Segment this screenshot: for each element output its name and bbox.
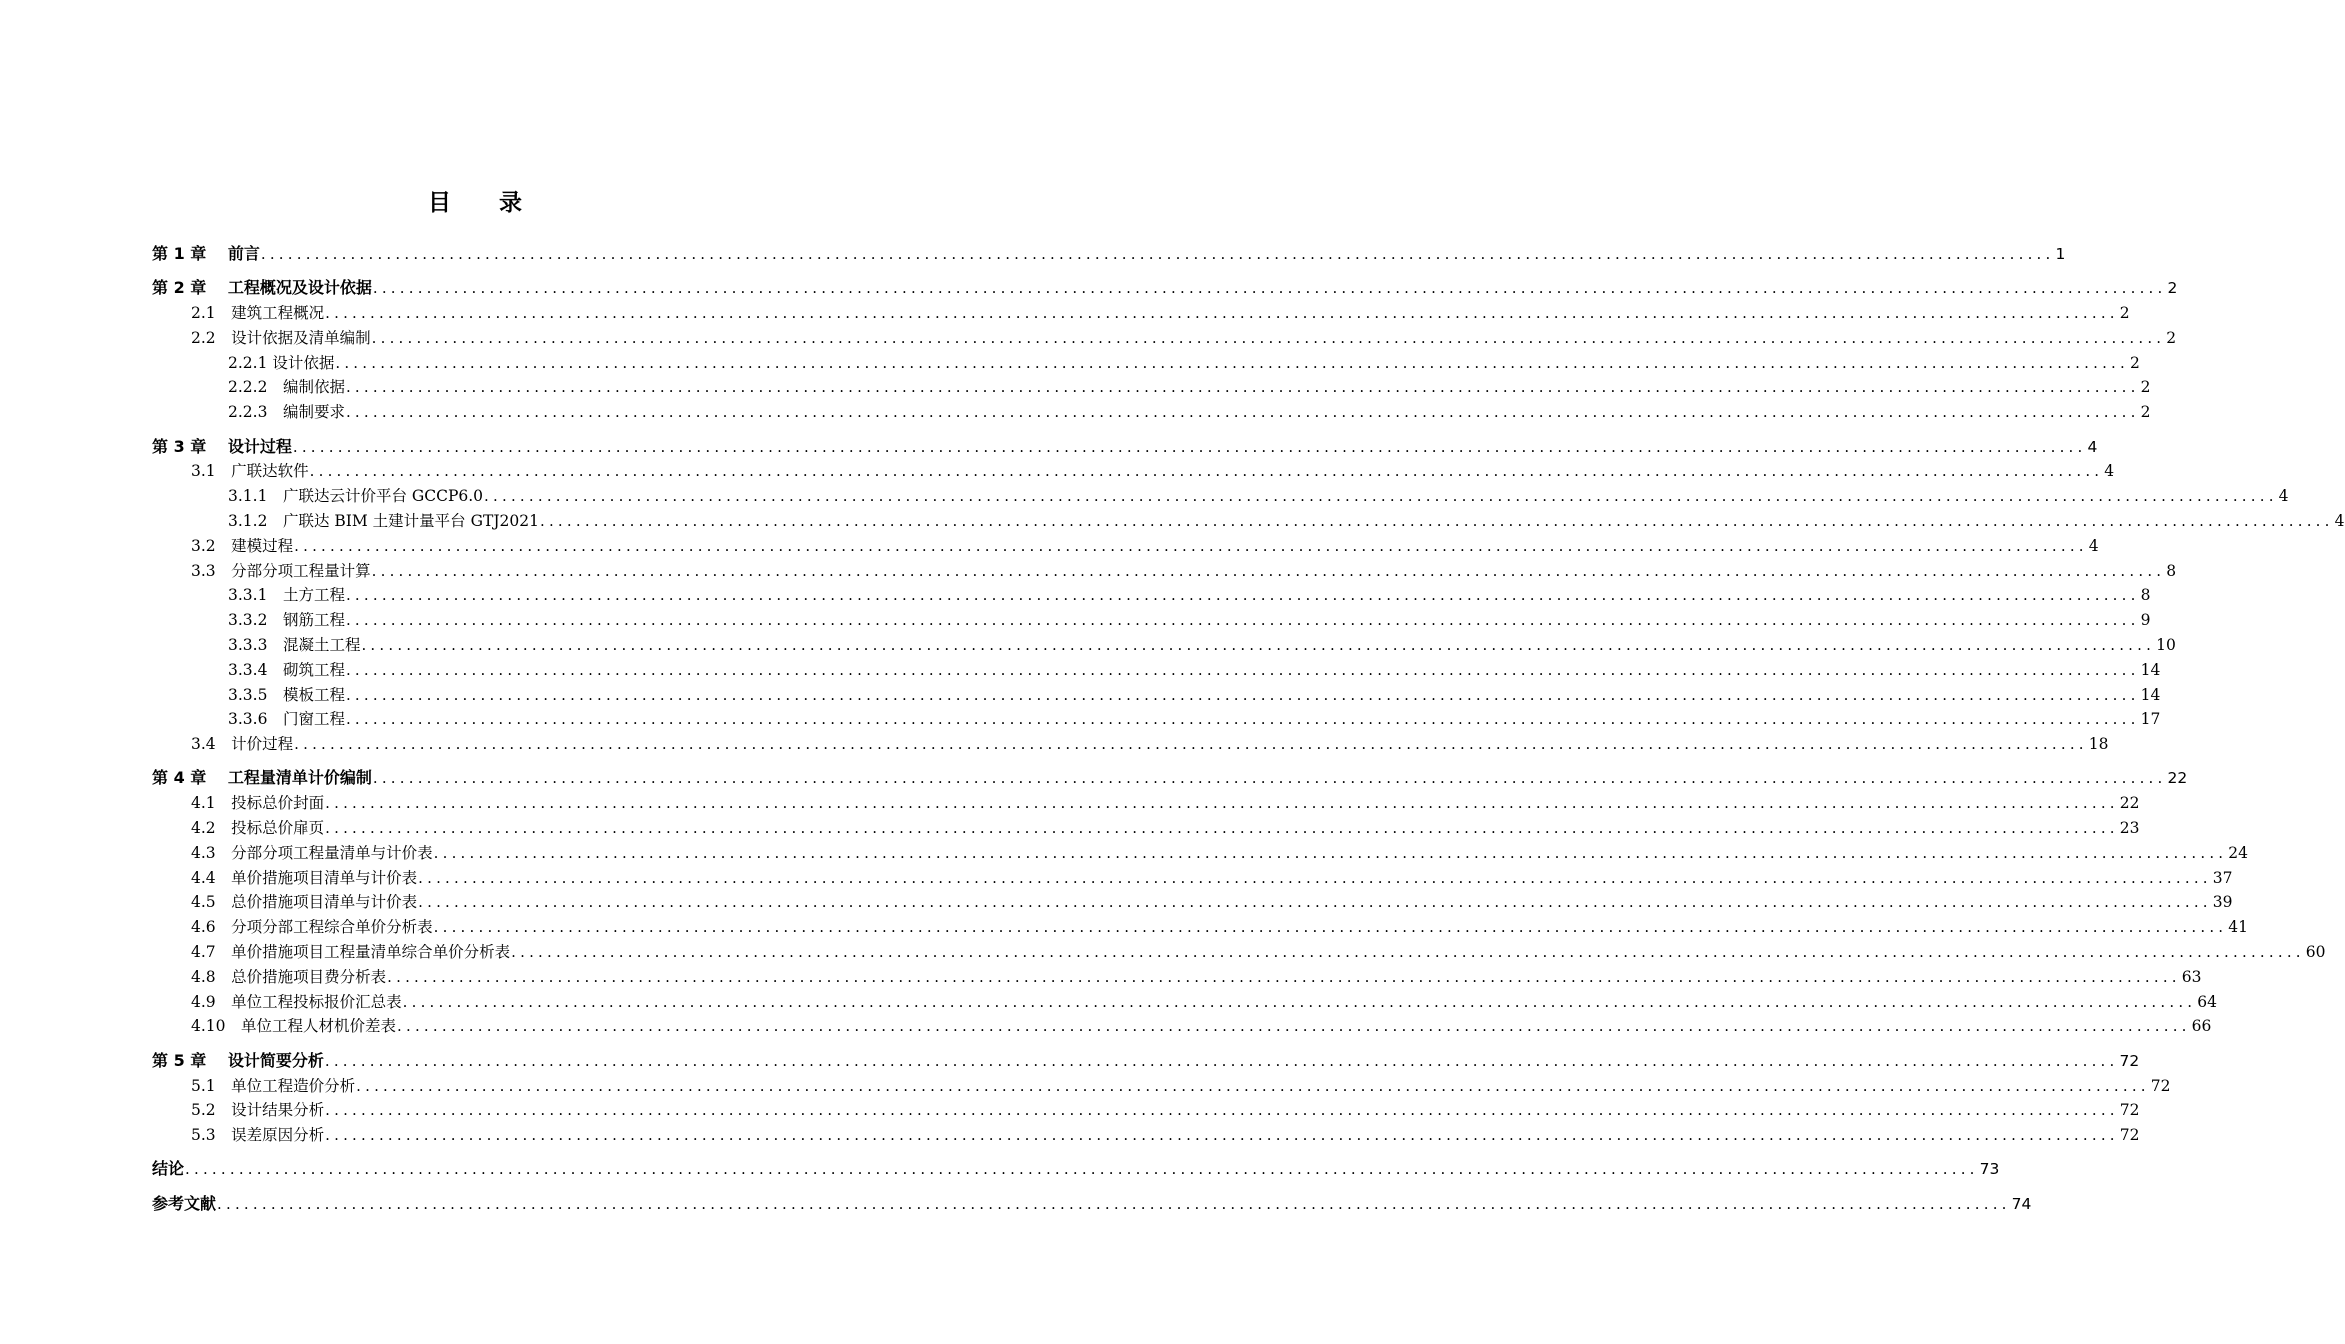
- toc-dot-leader: ........................................................................................................................................................................................................: [372, 769, 2167, 788]
- toc-chapter-entry[interactable]: [152, 1192, 2032, 1217]
- toc-entry-label: 4.8 总价措施项目费分析表: [191, 967, 387, 986]
- toc-dot-leader: ........................................................................................................................................................................................................: [345, 378, 2140, 397]
- toc-entry-label: 2.2.2 编制依据: [228, 378, 345, 397]
- toc-dot-leader: ........................................................................................................................................................................................................: [484, 487, 2278, 506]
- toc-dot-leader: ........................................................................................................................................................................................................: [294, 536, 2088, 555]
- toc-page-number: 9: [2140, 611, 2151, 630]
- toc-dot-leader: ........................................................................................................................................................................................................: [325, 304, 2119, 323]
- toc-page-number: 2: [2166, 328, 2177, 347]
- toc-page-number: 72: [2119, 1051, 2140, 1070]
- toc-subsection-entry[interactable]: [152, 400, 2151, 425]
- toc-dot-leader: ........................................................................................................................................................................................................: [433, 918, 2228, 937]
- toc-dot-leader: ........................................................................................................................................................................................................: [185, 1160, 1979, 1179]
- toc-entry-label: 参考文献: [152, 1193, 217, 1213]
- toc-chapter-entry[interactable]: [152, 276, 2178, 301]
- toc-section-entry[interactable]: [152, 816, 2140, 841]
- toc-section-entry[interactable]: [152, 1098, 2140, 1123]
- toc-section-entry[interactable]: [152, 990, 2218, 1015]
- toc-entry-label: 3.3.2 钢筋工程: [228, 611, 345, 630]
- toc-page-number: 22: [2167, 769, 2188, 788]
- toc-section-entry[interactable]: [152, 1014, 2212, 1039]
- toc-dot-leader: ........................................................................................................................................................................................................: [371, 328, 2166, 347]
- toc-dot-leader: ........................................................................................................................................................................................................: [325, 819, 2119, 838]
- toc-dot-leader: ........................................................................................................................................................................................................: [387, 967, 2181, 986]
- toc-dot-leader: ........................................................................................................................................................................................................: [292, 437, 2087, 456]
- toc-entry-label: 3.3.3 混凝土工程: [228, 635, 361, 654]
- toc-section-entry[interactable]: [152, 534, 2099, 559]
- toc-dot-leader: ........................................................................................................................................................................................................: [325, 1126, 2119, 1145]
- toc-page-number: 41: [2228, 918, 2249, 937]
- toc-subsection-entry[interactable]: [152, 583, 2151, 608]
- toc-subsection-entry[interactable]: [152, 351, 2140, 376]
- toc-entry-label: 4.4 单价措施项目清单与计价表: [191, 868, 418, 887]
- toc-entry-label: 3.3.4 砌筑工程: [228, 660, 345, 679]
- toc-entry-label: 3.1.1 广联达云计价平台 GCCP6.0: [228, 487, 484, 506]
- toc-page-number: 2: [2167, 279, 2178, 298]
- toc-subsection-entry[interactable]: [152, 633, 2176, 658]
- toc-dot-leader: ........................................................................................................................................................................................................: [402, 992, 2197, 1011]
- toc-chapter-entry[interactable]: [152, 1157, 2000, 1182]
- toc-section-entry[interactable]: [152, 559, 2177, 584]
- toc-entry-label: 5.3 误差原因分析: [191, 1126, 325, 1145]
- toc-dot-leader: ........................................................................................................................................................................................................: [356, 1076, 2150, 1095]
- toc-page-number: 72: [2150, 1076, 2171, 1095]
- toc-section-entry[interactable]: [152, 965, 2202, 990]
- toc-page-number: 18: [2088, 735, 2109, 754]
- toc-entry-label: 2.2.1 设计依据: [228, 353, 335, 372]
- toc-dot-leader: ........................................................................................................................................................................................................: [361, 635, 2156, 654]
- toc-page-number: 24: [2228, 843, 2249, 862]
- toc-section-entry[interactable]: [152, 1123, 2140, 1148]
- toc-section-entry[interactable]: [152, 459, 2115, 484]
- toc-page-number: 74: [2011, 1194, 2032, 1213]
- toc-dot-leader: ........................................................................................................................................................................................................: [325, 1101, 2119, 1120]
- toc-entry-label: 第 3 章 设计过程: [152, 436, 292, 456]
- toc-entry-label: 3.1 广联达软件: [191, 462, 309, 481]
- toc-page-number: 14: [2140, 660, 2161, 679]
- toc-dot-leader: ........................................................................................................................................................................................................: [372, 279, 2167, 298]
- toc-dot-leader: ........................................................................................................................................................................................................: [418, 868, 2212, 887]
- toc-page-number: 17: [2140, 710, 2161, 729]
- toc-subsection-entry[interactable]: [152, 509, 2345, 534]
- toc-section-entry[interactable]: [152, 301, 2130, 326]
- toc-page-number: 39: [2212, 893, 2233, 912]
- toc-entry-label: 4.1 投标总价封面: [191, 794, 325, 813]
- toc-section-entry[interactable]: [152, 866, 2233, 891]
- toc-page-number: 4: [2334, 511, 2345, 530]
- toc-page-number: 4: [2104, 462, 2115, 481]
- toc-dot-leader: ........................................................................................................................................................................................................: [345, 660, 2140, 679]
- toc-page-number: 4: [2088, 536, 2099, 555]
- toc-page-number: 14: [2140, 685, 2161, 704]
- toc-dot-leader: ........................................................................................................................................................................................................: [371, 561, 2166, 580]
- toc-page-number: 2: [2140, 403, 2151, 422]
- toc-entry-label: 结论: [152, 1159, 185, 1179]
- toc-page-number: 8: [2166, 561, 2177, 580]
- toc-page-number: 10: [2156, 635, 2176, 654]
- toc-chapter-entry[interactable]: [152, 435, 2098, 460]
- toc-entry-label: 2.2 设计依据及清单编制: [191, 328, 371, 347]
- toc-dot-leader: ........................................................................................................................................................................................................: [397, 1017, 2191, 1036]
- toc-entry-label: 5.2 设计结果分析: [191, 1101, 325, 1120]
- toc-title: 目 录: [427, 189, 542, 216]
- toc-entry-label: 第 1 章 前言: [152, 244, 260, 263]
- toc-section-entry[interactable]: [152, 890, 2233, 915]
- toc-entry-label: 第 5 章 设计简要分析: [152, 1050, 324, 1070]
- toc-page-number: 63: [2181, 967, 2202, 986]
- toc-entry-label: 4.6 分项分部工程综合单价分析表: [191, 918, 433, 937]
- toc-section-entry[interactable]: [152, 940, 2326, 965]
- toc-subsection-entry[interactable]: [152, 658, 2161, 683]
- toc-section-entry[interactable]: [152, 326, 2177, 351]
- toc-dot-leader: ........................................................................................................................................................................................................: [540, 511, 2334, 530]
- toc-dot-leader: ........................................................................................................................................................................................................: [309, 462, 2104, 481]
- toc-page-number: 8: [2140, 586, 2151, 605]
- toc-dot-leader: ........................................................................................................................................................................................................: [217, 1194, 2011, 1213]
- toc-entry-label: 3.2 建模过程: [191, 536, 294, 555]
- toc-page-number: 4: [2087, 437, 2098, 456]
- toc-section-entry[interactable]: [152, 791, 2140, 816]
- toc-subsection-entry[interactable]: [152, 683, 2161, 708]
- toc-dot-leader: ........................................................................................................................................................................................................: [345, 710, 2140, 729]
- toc-entry-label: 2.1 建筑工程概况: [191, 304, 325, 323]
- toc-entry-label: 5.1 单位工程造价分析: [191, 1076, 356, 1095]
- toc-dot-leader: ........................................................................................................................................................................................................: [335, 353, 2129, 372]
- toc-section-entry[interactable]: [152, 1074, 2171, 1099]
- toc-dot-leader: ........................................................................................................................................................................................................: [294, 735, 2088, 754]
- toc-entry-label: 4.7 单价措施项目工程量清单综合单价分析表: [191, 943, 511, 962]
- toc-chapter-entry[interactable]: [152, 242, 2066, 267]
- toc-section-entry[interactable]: [152, 915, 2249, 940]
- table-of-contents: [152, 242, 2345, 1216]
- toc-subsection-entry[interactable]: [152, 707, 2161, 732]
- toc-entry-label: 4.3 分部分项工程量清单与计价表: [191, 843, 433, 862]
- toc-page-number: 2: [2130, 353, 2140, 372]
- toc-entry-label: 3.3.6 门窗工程: [228, 710, 345, 729]
- toc-dot-leader: ........................................................................................................................................................................................................: [260, 245, 2055, 263]
- toc-chapter-entry[interactable]: [152, 1049, 2140, 1074]
- toc-page-number: 66: [2191, 1017, 2212, 1036]
- toc-entry-label: 4.5 总价措施项目清单与计价表: [191, 893, 418, 912]
- toc-entry-label: 2.2.3 编制要求: [228, 403, 345, 422]
- toc-page-number: 2: [2140, 378, 2151, 397]
- toc-entry-label: 4.9 单位工程投标报价汇总表: [191, 992, 402, 1011]
- toc-dot-leader: ........................................................................................................................................................................................................: [325, 794, 2119, 813]
- toc-page-number: 1: [2055, 245, 2066, 263]
- toc-page-number: 23: [2119, 819, 2140, 838]
- toc-subsection-entry[interactable]: [152, 484, 2289, 509]
- toc-entry-label: 第 4 章 工程量清单计价编制: [152, 768, 372, 788]
- toc-entry-label: 3.3 分部分项工程量计算: [191, 561, 371, 580]
- toc-dot-leader: ........................................................................................................................................................................................................: [345, 586, 2140, 605]
- toc-dot-leader: ........................................................................................................................................................................................................: [345, 611, 2140, 630]
- toc-chapter-entry[interactable]: [152, 766, 2188, 791]
- toc-dot-leader: ........................................................................................................................................................................................................: [345, 403, 2140, 422]
- toc-page-number: 2: [2119, 304, 2130, 323]
- toc-section-entry[interactable]: [152, 732, 2109, 757]
- toc-page-number: 72: [2119, 1126, 2140, 1145]
- toc-entry-label: 3.1.2 广联达 BIM 土建计量平台 GTJ2021: [228, 511, 539, 530]
- toc-entry-label: 3.3.5 模板工程: [228, 685, 345, 704]
- toc-dot-leader: ........................................................................................................................................................................................................: [324, 1051, 2119, 1070]
- toc-page-number: 37: [2212, 868, 2233, 887]
- toc-page-number: 73: [1979, 1160, 2000, 1179]
- toc-entry-label: 第 2 章 工程概况及设计依据: [152, 278, 372, 298]
- toc-entry-label: 4.10 单位工程人材机价差表: [191, 1017, 397, 1036]
- toc-dot-leader: ........................................................................................................................................................................................................: [433, 843, 2228, 862]
- toc-page-number: 4: [2278, 487, 2289, 506]
- toc-dot-leader: ........................................................................................................................................................................................................: [345, 685, 2140, 704]
- toc-page-number: 72: [2119, 1101, 2140, 1120]
- toc-dot-leader: ........................................................................................................................................................................................................: [418, 893, 2212, 912]
- toc-entry-label: 3.4 计价过程: [191, 735, 294, 754]
- toc-entry-label: 3.3.1 土方工程: [228, 586, 345, 605]
- toc-page-number: 64: [2197, 992, 2218, 1011]
- toc-page-number: 22: [2119, 794, 2140, 813]
- toc-page-number: 60: [2305, 943, 2326, 962]
- toc-subsection-entry[interactable]: [152, 608, 2151, 633]
- toc-dot-leader: ........................................................................................................................................................................................................: [511, 943, 2305, 962]
- toc-section-entry[interactable]: [152, 841, 2249, 866]
- toc-subsection-entry[interactable]: [152, 375, 2151, 400]
- toc-entry-label: 4.2 投标总价扉页: [191, 819, 325, 838]
